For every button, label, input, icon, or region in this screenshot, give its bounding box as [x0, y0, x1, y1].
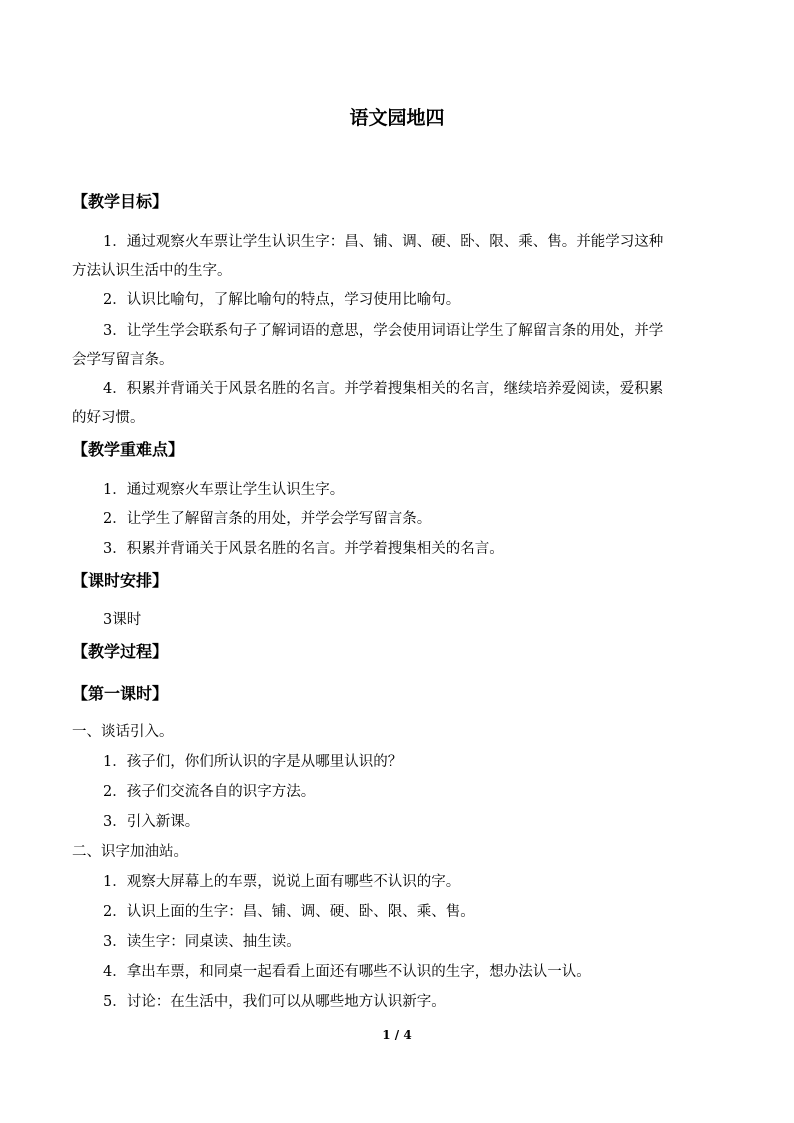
goal-line-1-cont: 方法认识生活中的生字。 — [72, 263, 232, 279]
key-point-3: 3．积累并背诵关于风景名胜的名言。并学着搜集相关的名言。 — [103, 541, 504, 557]
page-number: 1 / 4 — [382, 1028, 412, 1042]
goal-line-2: 2．认识比喻句，了解比喻句的特点，学习使用比喻句。 — [103, 292, 461, 308]
schedule-heading: 【课时安排】 — [72, 571, 169, 590]
key-point-1: 1．通过观察火车票让学生认识生字。 — [103, 482, 345, 498]
part-2-item-5: 5．讨论：在生活中，我们可以从哪些地方认识新字。 — [103, 994, 446, 1010]
goal-line-1: 1．通过观察火车票让学生认识生字：昌、铺、调、硬、卧、限、乘、售。并能学习这种 — [103, 234, 664, 250]
key-points-heading: 【教学重难点】 — [72, 440, 185, 459]
part-2-title: 二、识字加油站。 — [72, 844, 188, 860]
key-point-2: 2．让学生了解留言条的用处，并学会学写留言条。 — [103, 511, 432, 527]
part-2-item-2: 2．认识上面的生字：昌、铺、调、硬、卧、限、乘、售。 — [103, 904, 475, 920]
goal-line-4: 4．积累并背诵关于风景名胜的名言。并学着搜集相关的名言，继续培养爱阅读，爱积累 — [103, 381, 664, 397]
lesson-1-heading: 【第一课时】 — [72, 684, 169, 703]
part-2-item-4: 4．拿出车票，和同桌一起看看上面还有哪些不认识的生字，想办法认一认。 — [103, 964, 591, 980]
part-1-item-3: 3．引入新课。 — [103, 814, 200, 830]
goal-line-3: 3．让学生学会联系句子了解词语的意思，学会使用词语让学生了解留言条的用处，并学 — [103, 323, 664, 339]
part-1-item-2: 2．孩子们交流各自的识字方法。 — [103, 784, 316, 800]
goal-line-3-cont: 会学写留言条。 — [72, 352, 174, 368]
part-2-item-1: 1．观察大屏幕上的车票，说说上面有哪些不认识的字。 — [103, 874, 461, 890]
page-title: 语文园地四 — [349, 107, 445, 129]
part-1-item-1: 1．孩子们，你们所认识的字是从哪里认识的？ — [103, 754, 403, 770]
goals-heading: 【教学目标】 — [72, 192, 169, 211]
part-2-item-3: 3．读生字：同桌读、抽生读。 — [103, 934, 301, 950]
part-1-title: 一、谈话引入。 — [72, 724, 174, 740]
process-heading: 【教学过程】 — [72, 642, 169, 661]
goal-line-4-cont: 的好习惯。 — [72, 410, 145, 426]
schedule-text: 3课时 — [103, 612, 142, 628]
